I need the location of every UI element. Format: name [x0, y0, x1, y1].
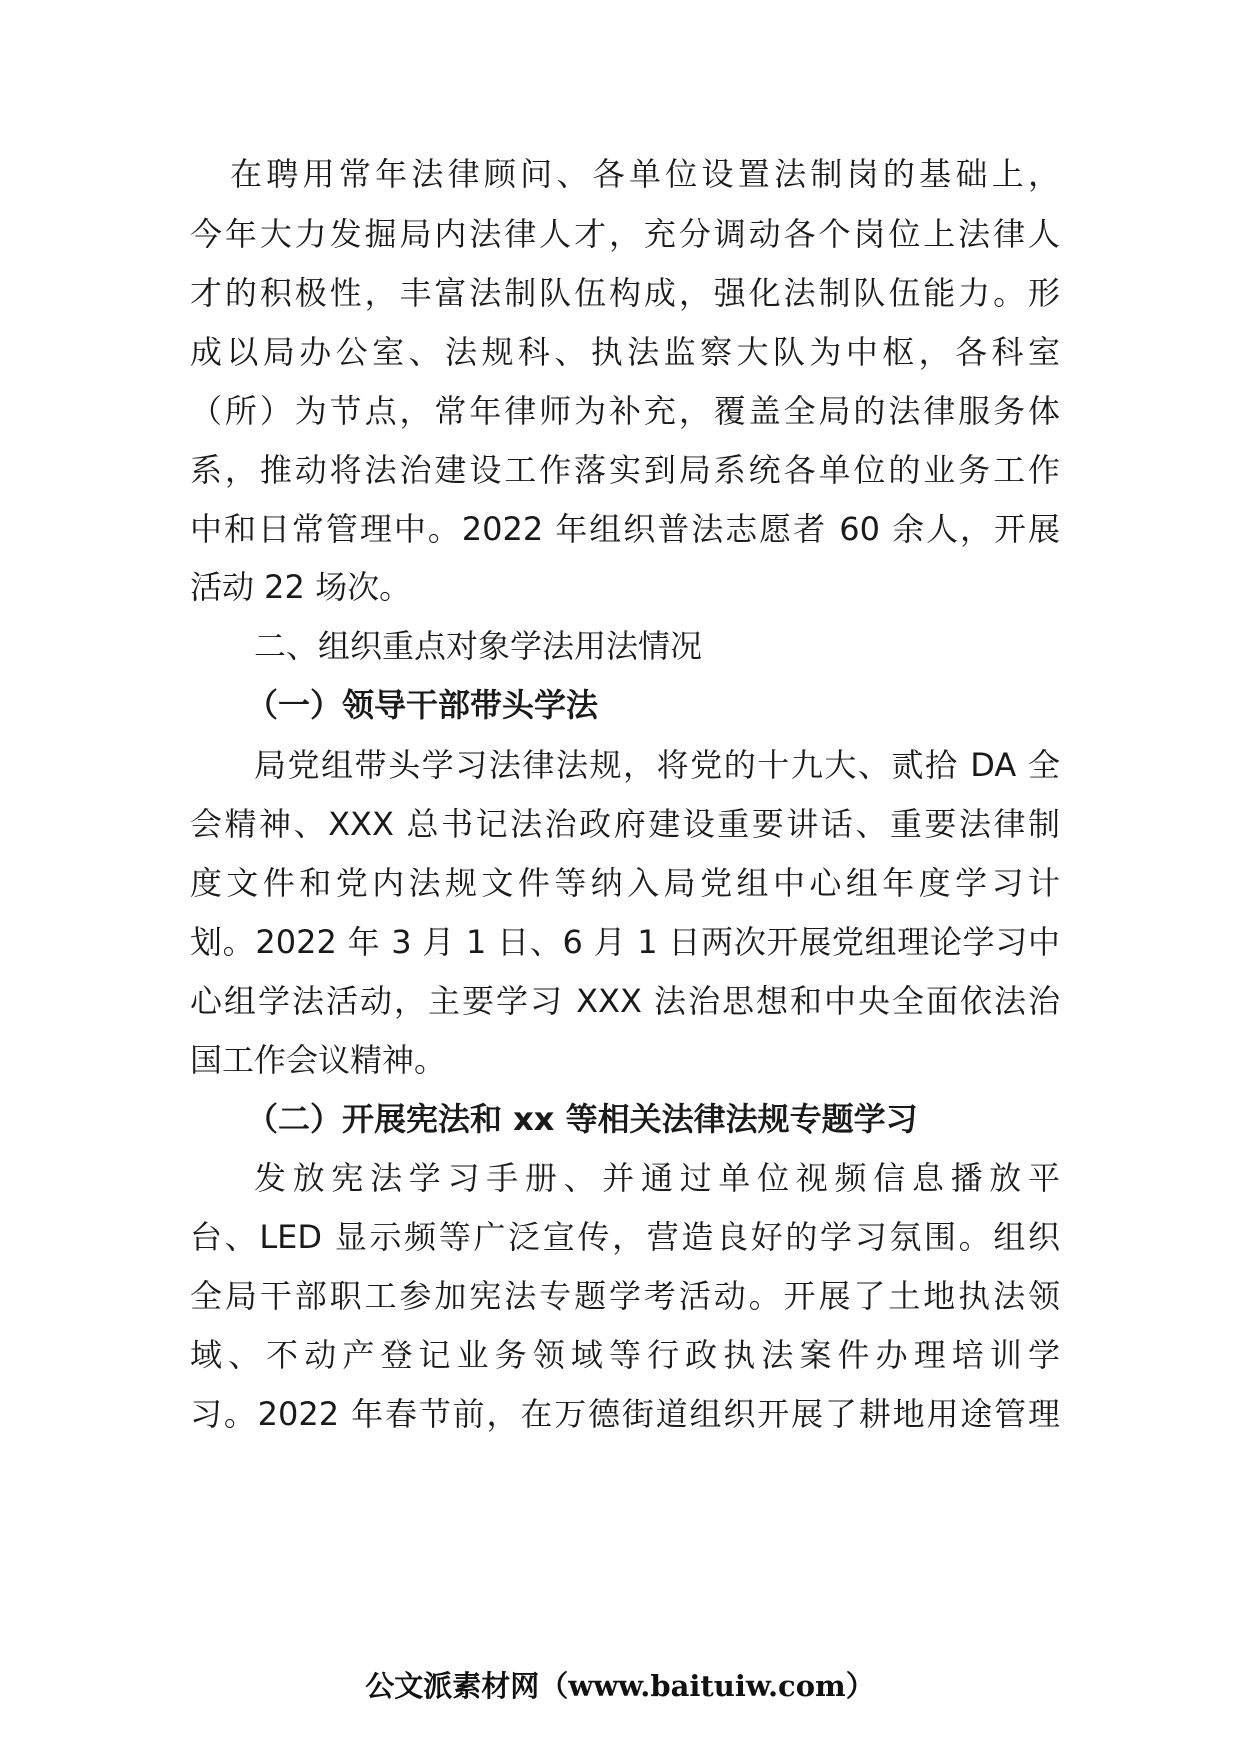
paragraph-3-line-2: 台、LED 显示频等广泛宣传，营造良好的学习氛围。组织 — [190, 1218, 1060, 1256]
paragraph-2-line-1: 局党组带头学习法律法规，将党的十九大、贰拾 DA 全 — [254, 746, 1060, 784]
paragraph-2-line-6: 国工作会议精神。 — [190, 1041, 447, 1079]
section-heading-2: 二、组织重点对象学法用法情况 — [254, 627, 703, 665]
subheading-2: （二）开展宪法和 xx 等相关法律法规专题学习 — [246, 1100, 918, 1138]
paragraph-3-line-3: 全局干部职工参加宪法专题学考活动。开展了土地执法领 — [190, 1277, 1060, 1315]
paragraph-1-line-7: 中和日常管理中。2022 年组织普法志愿者 60 余人，开展 — [190, 510, 1060, 548]
paragraph-1-line-5: （所）为节点，常年律师为补充，覆盖全局的法律服务体 — [190, 392, 1060, 430]
paragraph-2-line-3: 度文件和党内法规文件等纳入局党组中心组年度学习计 — [190, 864, 1060, 902]
paragraph-1-line-6: 系，推动将法治建设工作落实到局系统各单位的业务工作 — [190, 451, 1060, 489]
paragraph-1-line-1: 在聘用常年法律顾问、各单位设置法制岗的基础上， — [230, 155, 1060, 193]
paragraph-2-line-5: 心组学法活动，主要学习 XXX 法治思想和中央全面依法治 — [190, 982, 1060, 1020]
paragraph-3-line-1: 发放宪法学习手册、并通过单位视频信息播放平 — [254, 1159, 1060, 1197]
paragraph-3-line-4: 域、不动产登记业务领域等行政执法案件办理培训学 — [190, 1336, 1060, 1374]
paragraph-1-line-8: 活动 22 场次。 — [190, 568, 412, 606]
subheading-1: （一）领导干部带头学法 — [246, 686, 599, 724]
paragraph-1-line-2: 今年大力发掘局内法律人才，充分调动各个岗位上法律人 — [190, 215, 1060, 253]
paragraph-1-line-3: 才的积极性，丰富法制队伍构成，强化法制队伍能力。形 — [190, 274, 1060, 312]
paragraph-3-line-5: 习。2022 年春节前，在万德街道组织开展了耕地用途管理 — [190, 1395, 1060, 1433]
footer-watermark: 公文派素材网（www.baituiw.com） — [365, 1669, 875, 1703]
paragraph-1-line-4: 成以局办公室、法规科、执法监察大队为中枢，各科室 — [190, 333, 1060, 371]
paragraph-2-line-4: 划。2022 年 3 月 1 日、6 月 1 日两次开展党组理论学习中 — [190, 923, 1060, 961]
paragraph-2-line-2: 会精神、XXX 总书记法治政府建设重要讲话、重要法律制 — [190, 805, 1060, 843]
